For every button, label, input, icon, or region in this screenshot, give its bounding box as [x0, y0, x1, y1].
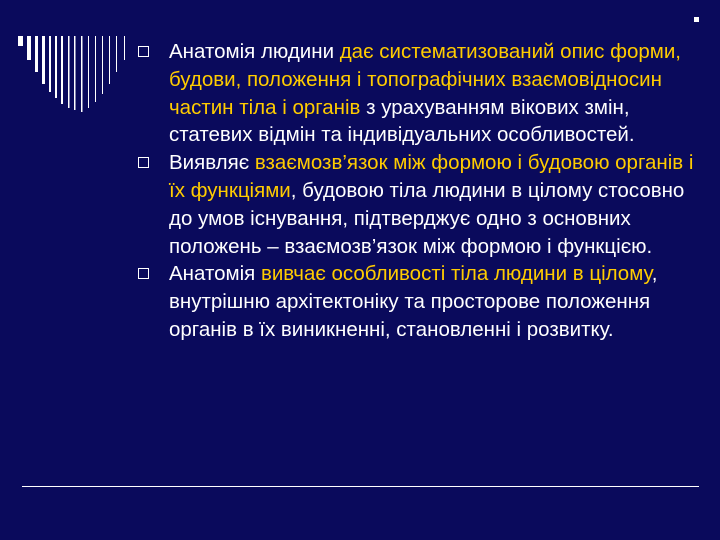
text-segment: з урахуванням вікових змін, статевих відмін та індивідуальних особливостей.	[169, 95, 635, 147]
text-segment: , внутрішню архітектоніку та просторове положення органів в їх виникненні, становленні і розвитку.	[169, 262, 658, 341]
text-segment: Виявляє	[169, 151, 255, 175]
bullet-item	[138, 38, 708, 149]
bullet-item	[138, 149, 708, 260]
highlighted-segment: вивчає особливості тіла людини в цілому	[260, 262, 652, 286]
text-segment: Анатомія	[169, 262, 261, 286]
corner-square	[694, 17, 699, 22]
highlighted-segment: дає систематизований опис	[339, 40, 605, 63]
decorative-stripes	[18, 36, 138, 116]
square-bullet-icon	[138, 268, 149, 279]
square-bullet-icon	[138, 157, 149, 168]
highlighted-segment: взаємозв’язок між формою і будовою органів і їх функціями	[169, 151, 694, 202]
bullet-list	[138, 38, 708, 344]
footer-divider	[22, 486, 699, 487]
bullet-item	[138, 260, 708, 343]
text-segment: , будовою тіла людини в цілому стосовно до умов існування, підтверджує одно з основних положень – взаємозв’язок між формою і функцією.	[169, 178, 685, 258]
square-bullet-icon	[138, 46, 149, 57]
text-segment: Анатомія людини	[169, 40, 340, 63]
highlighted-segment: форми, будови, положення і топографічних взаємовідносин частин тіла і органів	[169, 40, 682, 119]
